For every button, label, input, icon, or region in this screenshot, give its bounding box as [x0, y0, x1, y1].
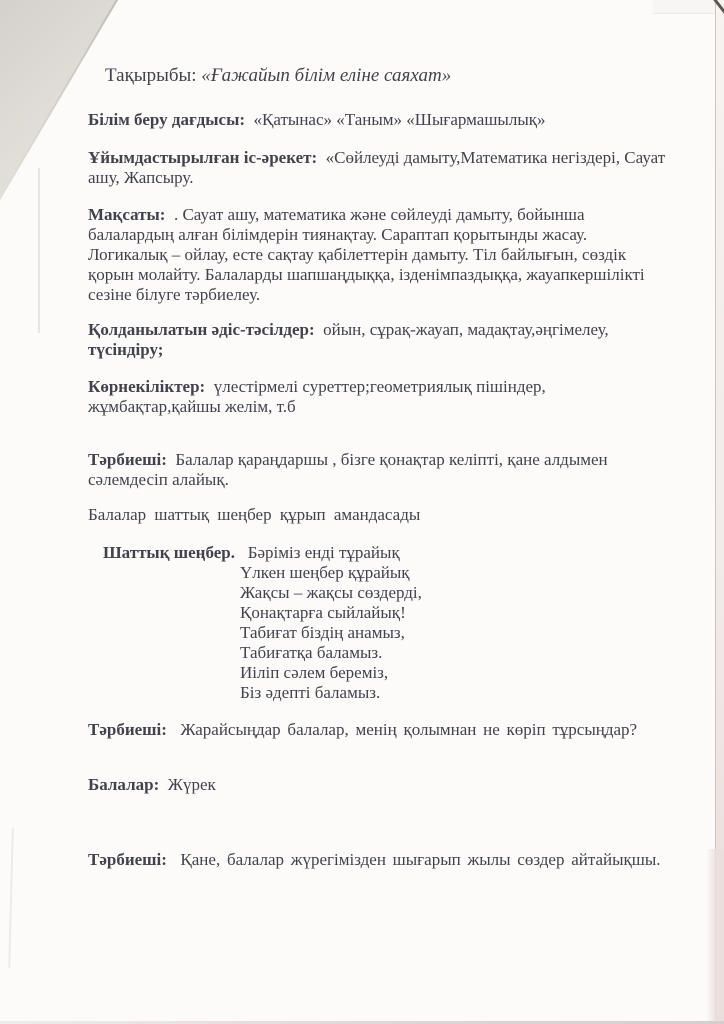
- speaker-label: Балалар:: [88, 775, 160, 794]
- section-visual-aids: [88, 377, 670, 417]
- circle-note: Балалар шаттық шеңбер құрып амандасады: [88, 505, 421, 524]
- fold-crease-line: [38, 168, 40, 333]
- section-organized-activity: [88, 148, 670, 188]
- section-text: ойын, сұрақ-жауап, мадақтау,әңгімелеу,: [323, 320, 609, 339]
- section-label: Қолданылатын әдіс-тәсілдер:: [88, 320, 315, 339]
- section-label: Көрнекіліктер:: [88, 377, 206, 396]
- poem-line: Қонақтарға сыйлайық!: [240, 603, 406, 622]
- poem-line: Біз әдепті баламыз.: [240, 683, 381, 702]
- section-goal: [88, 205, 670, 305]
- poem-lines: [88, 563, 670, 703]
- section-label: Ұйымдастырылған іс-әрекет:: [88, 148, 318, 167]
- speaker-label: Тәрбиеші:: [88, 450, 167, 469]
- poem-line: Иіліп сәлем береміз,: [240, 663, 389, 682]
- poem-line: Табиғат біздің анамыз,: [240, 623, 405, 642]
- poem-line: Жақсы – жақсы сөздерді,: [240, 583, 422, 602]
- section-education-skills: [88, 110, 670, 130]
- page-right-bottom-shadow: [706, 849, 724, 1024]
- joy-circle-poem: [88, 543, 670, 703]
- section-methods: [88, 320, 670, 360]
- section-text: үлестірмелі суреттер;геометриялық пішіндер, жұмбақтар,қайшы желім, т.б: [88, 377, 546, 416]
- poem-line: Бәріміз енді тұрайық: [247, 543, 400, 562]
- poem-line: Үлкен шеңбер құрайық: [240, 563, 410, 582]
- title-value: «Ғажайып білім еліне саяхат»: [201, 65, 452, 86]
- poem-line: Табиғатқа баламыз.: [240, 643, 383, 662]
- section-text-bold: түсіндіру;: [88, 340, 164, 359]
- dialog-children: [88, 775, 670, 795]
- section-label: Мақсаты:: [88, 205, 166, 224]
- section-text: . Сауат ашу, математика және сөйлеуді дамыту, бойынша балалардың алған білімдерін тиянақтау. Сараптап қорытынды жасау. Логикалық – ойлау, есте сақтау қабілеттерін дамыту. Тіл байлығын, сөздік қорын молайту. Балаларды шапшаңдыққа, ізденімпаздыққа, жауапкершілікті сезіне білуге тәрбиелеу.: [88, 205, 645, 304]
- top-right-sheet-edge: [653, 0, 715, 14]
- speaker-label: Тәрбиеші:: [88, 850, 167, 869]
- dialog-text: Балалар қараңдаршы , бізге қонақтар келіпті, қане алдымен сәлемдесіп алайық.: [88, 450, 608, 489]
- dialog-teacher-1: [88, 450, 670, 490]
- left-crease-line: [8, 828, 14, 968]
- poem-label: Шаттық шеңбер.: [103, 543, 235, 562]
- poem-first-line: [88, 543, 670, 563]
- dialog-text: Жүрек: [167, 775, 216, 794]
- section-text: «Сөйлеуді дамыту,Математика негіздері, Сауат ашу, Жапсыру.: [88, 148, 666, 187]
- dialog-text: Жарайсыңдар балалар, менің қолымнан не көріп тұрсыңдар?: [180, 720, 638, 739]
- speaker-label: Тәрбиеші:: [88, 720, 167, 739]
- dialog-teacher-2: [88, 720, 670, 740]
- title-label: Тақырыбы:: [105, 65, 197, 86]
- dialog-text: Қане, балалар жүрегімізден шығарып жылы сөздер айтайықшы.: [180, 850, 661, 869]
- dialog-teacher-3: [88, 850, 670, 870]
- section-label: Білім беру дағдысы:: [88, 110, 246, 129]
- section-text: «Қатынас» «Таным» «Шығармашылық»: [253, 110, 546, 129]
- lesson-title: [88, 64, 670, 88]
